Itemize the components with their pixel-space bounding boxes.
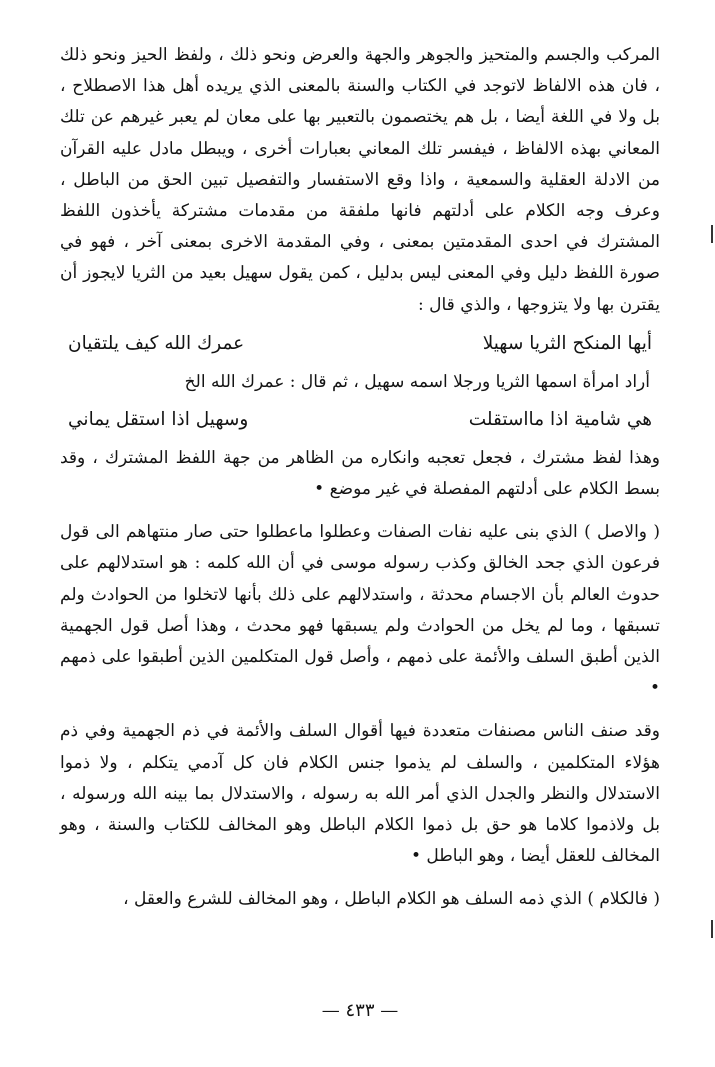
binding-mark — [711, 920, 713, 938]
verse-1-second-hemistich: عمرك الله كيف يلتقيان — [68, 332, 245, 354]
verse-line-1 — [60, 329, 660, 359]
page-number: — ٤٣٣ — — [321, 1000, 399, 1021]
paragraph-1: المركب والجسم والمتحيز والجوهر والجهة والعرض ونحو ذلك ، ولفظ الحيز ونحو ذلك ، فان هذه الالفاظ لاتوجد في الكتاب والسنة بالمعنى الذي يريده أهل هذا الاصطلاح ، بل ولا في اللغة أيضا ، بل هم يختصمون بالتعبير بها على معان لم يعبر غيرهم عن تلك المعاني بهذه الالفاظ ، فيفسر تلك المعاني بعبارات أخرى ، ويبطل مادل عليه القرآن من الادلة العقلية والسمعية ، واذا وقع الاستفسار والتفصيل تبين الحق من الباطل ، وعرف وجه الكلام على أدلتهم فانها ملفقة من مقدمات مشتركة يأخذون اللفظ المشترك في احدى المقدمتين بمعنى ، وفي المقدمة الاخرى بمعنى آخر ، فهو في صورة اللفظ دليل وفي المعنى ليس بدليل ، كمن يقول سهيل بعيد من الثريا لايجوز أن يقترن بها ولا يتزوجها ، والذي قال : — [60, 45, 660, 315]
paragraph-6: ( فالكلام ) الذي ذمه السلف هو الكلام الباطل ، وهو المخالف للشرع والعقل ، — [123, 889, 660, 910]
paragraph-3: وهذا لفظ مشترك ، فجعل تعجبه وانكاره من الظاهر من جهة اللفظ المشترك ، وقد بسط الكلام على أدلتهم المفصلة في غير موضع • — [60, 447, 660, 500]
paragraph-2: أراد امرأة اسمها الثريا ورجلا اسمه سهيل ، ثم قال : عمرك الله الخ — [184, 371, 650, 392]
verse-line-2 — [60, 405, 660, 435]
book-page — [60, 40, 660, 1040]
paragraph-4: ( والاصل ) الذي بنى عليه نفات الصفات وعطلوا ماعطلوا حتى صار منتهاهم الى قول فرعون الذي جحد الخالق وكذب رسوله موسى في أن الله كلمه : هو استدلالهم على حدوث العالم بأن الاجسام محدثة ، واستدلالهم على ذلك بأنها لاتخلوا من الحوادث ولم تسبقها ، وما لم يخل من الحوادث ولم يسبقها فهو محدث ، وهذا أصل قول الجهمية الذين أطبق السلف والأئمة على ذمهم ، وأصل قول المتكلمين الذين أطبقوا على ذمهم • — [60, 522, 660, 699]
binding-mark — [711, 225, 713, 243]
verse-2-second-hemistich: وسهيل اذا استقل يماني — [68, 408, 249, 430]
paragraph-5: وقد صنف الناس مصنفات متعددة فيها أقوال السلف والأئمة في ذم الجهمية وفي ذم هؤلاء المتكلمين ، والسلف لم يذموا جنس الكلام فان كل آدمي يتكلم ، ولا ذموا الاستدلال والنظر والجدل الذي أمر الله به رسوله ، والاستدلال بما بينه الله ورسوله ، بل ولاذموا كلاما هو حق بل ذموا الكلام الباطل وهو المخالف للكتاب والسنة ، وهو المخالف للعقل أيضا ، وهو الباطل • — [60, 721, 660, 867]
verse-2-first-hemistich: هي شامية اذا مااستقلت — [468, 408, 652, 430]
verse-1-first-hemistich: أيها المنكح الثريا سهيلا — [482, 332, 652, 354]
